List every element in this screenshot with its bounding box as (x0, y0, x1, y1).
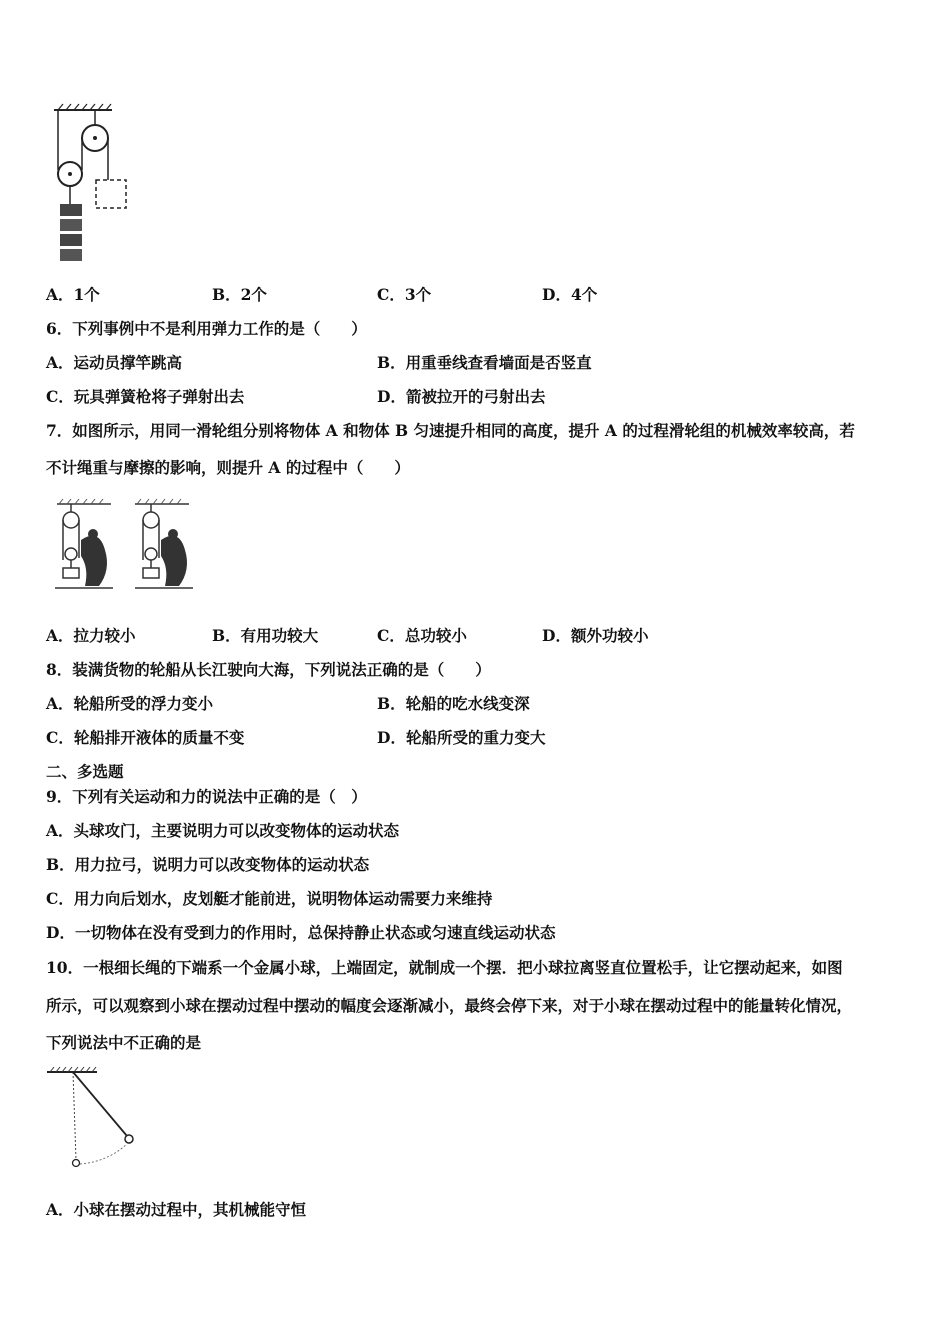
q9-option-b[interactable]: B．用力拉弓，说明力可以改变物体的运动状态 (46, 855, 370, 874)
q9-option-d[interactable]: D．一切物体在没有受到力的作用时，总保持静止状态或匀速直线运动状态 (46, 923, 556, 942)
q10-stem-line1: 10．一根细长绳的下端系一个金属小球，上端固定，就制成一个摆．把小球拉离竖直位置松手，让它摆动起来，如图 (46, 958, 843, 977)
q8-option-a[interactable]: A．轮船所受的浮力变小 (46, 694, 214, 713)
q7-option-d[interactable]: D．额外功较小 (542, 626, 649, 645)
q5-option-b[interactable]: B．2个 (212, 285, 267, 304)
q7-option-b[interactable]: B．有用功较大 (212, 626, 319, 645)
pulley-block-figure (55, 498, 195, 596)
q8-option-c[interactable]: C．轮船排开液体的质量不变 (46, 728, 245, 747)
q7-stem-line1: 7．如图所示，用同一滑轮组分别将物体 A 和物体 B 匀速提升相同的高度，提升 A 的过程滑轮组的机械效率较高，若 (46, 421, 855, 440)
q6-option-a[interactable]: A．运动员撑竿跳高 (46, 353, 183, 372)
q7-option-a[interactable]: A．拉力较小 (46, 626, 136, 645)
q8-option-d[interactable]: D．轮船所受的重力变大 (377, 728, 546, 747)
pulley-system-figure (50, 100, 140, 270)
q5-option-c[interactable]: C．3个 (377, 285, 432, 304)
q9-stem: 9．下列有关运动和力的说法中正确的是（ ） (46, 787, 367, 806)
q7-option-c[interactable]: C．总功较小 (377, 626, 467, 645)
pendulum-figure (45, 1064, 145, 1174)
q10-stem-line3: 下列说法中不正确的是 (46, 1033, 202, 1052)
q5-option-a[interactable]: A．1个 (46, 285, 100, 304)
q10-stem-line2: 所示，可以观察到小球在摆动过程中摆动的幅度会逐渐减小，最终会停下来，对于小球在摆动过程中的能量转化情况， (46, 996, 853, 1015)
q10-option-a[interactable]: A．小球在摆动过程中，其机械能守恒 (46, 1200, 307, 1219)
q6-option-c[interactable]: C．玩具弹簧枪将子弹射出去 (46, 387, 245, 406)
q6-stem: 6．下列事例中不是利用弹力工作的是（ ） (46, 319, 367, 338)
q8-option-b[interactable]: B．轮船的吃水线变深 (377, 694, 530, 713)
q6-option-d[interactable]: D．箭被拉开的弓射出去 (377, 387, 546, 406)
q9-option-c[interactable]: C．用力向后划水，皮划艇才能前进，说明物体运动需要力来维持 (46, 889, 493, 908)
q7-stem-line2: 不计绳重与摩擦的影响，则提升 A 的过程中（ ） (46, 458, 410, 477)
q5-option-d[interactable]: D．4个 (542, 285, 598, 304)
section-title: 二、多选题 (46, 762, 124, 781)
q9-option-a[interactable]: A．头球攻门，主要说明力可以改变物体的运动状态 (46, 821, 400, 840)
q8-stem: 8．装满货物的轮船从长江驶向大海，下列说法正确的是（ ） (46, 660, 491, 679)
q6-option-b[interactable]: B．用重垂线查看墙面是否竖直 (377, 353, 592, 372)
